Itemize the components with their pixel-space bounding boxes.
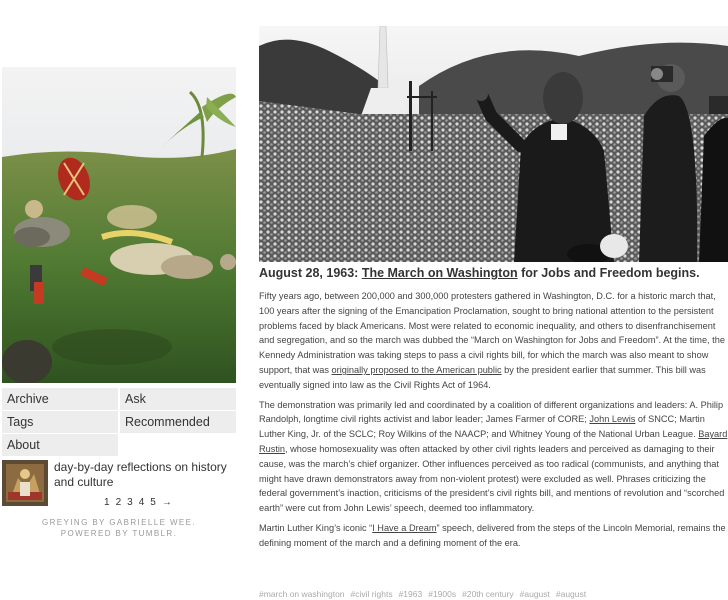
- page-link-4[interactable]: 4: [138, 497, 146, 508]
- post-paragraph: [259, 521, 728, 551]
- post-title: [259, 266, 728, 280]
- sidebar-nav: [2, 388, 236, 457]
- nav-archive[interactable]: Archive: [2, 388, 118, 410]
- paragraph-text: , whose homosexuality was often attacked by other civil rights leaders and perceived as damaging to their cause, was the march’s chief organizer. Other influences perceived as too radical (communists, and anything that might have drawn demonstrators away from non-violent protest) were excluded as well. Phrases criticizing the federal government’s inaction, criticisms of the president’s civil rights bill, and mentions of revolution and “scorched earth” were cut from John Lewis’ speech, deemed too inflammatory.: [259, 443, 725, 514]
- header-painting-image[interactable]: [2, 67, 236, 383]
- next-page-arrow-icon[interactable]: →: [161, 497, 173, 508]
- link-bayard-rustin[interactable]: Bayard Rustin: [259, 429, 728, 454]
- nav-tags[interactable]: Tags: [2, 411, 118, 433]
- credits-tumblr[interactable]: POWERED BY TUMBLR.: [60, 529, 178, 538]
- post-paragraph: [259, 398, 728, 516]
- paragraph-text: of SNCC; Martin Luther King, Jr. of the SCLC; Roy Wilkins of the NAACP; and Whitney Young of the National Urban League.: [259, 414, 705, 440]
- tag-link[interactable]: #march on washington: [259, 589, 345, 599]
- tag-link[interactable]: #august: [519, 589, 550, 599]
- tag-link[interactable]: #1963: [398, 589, 423, 599]
- post-tags: [259, 589, 728, 599]
- link-john-lewis[interactable]: John Lewis: [589, 414, 636, 425]
- tag-link[interactable]: #20th century: [462, 589, 514, 599]
- page-link-2[interactable]: 2: [115, 497, 123, 508]
- paragraph-text: ” speech, delivered from the steps of the Lincoln Memorial, remains the defining moment of the march and a defining moment of the era.: [259, 522, 726, 548]
- paragraph-text: The demonstration was primarily led and coordinated by a coalition of different organizations and leaders: A. Philip Randolph, longtime civil rights activist and labor leader; James Farmer of CORE;: [259, 399, 724, 425]
- paragraph-text: Fifty years ago, between 200,000 and 300,000 protesters gathered in Washington, D.C. for a historic march that, 100 years after the signing of the Emancipation Proclamation, sought to bring national attention to the persistent problems faced by black Americans. Most were related to economic inequality, and others to disenfranchisement and segregation, and so the march was dubbed the “March on Washington for Jobs and Freedom”. At the time, the Kennedy Administration was taking steps to pass a civil rights bill, for which the march was also meant to show support, that was: [259, 291, 725, 375]
- blog-description: day-by-day reflections on history and culture: [54, 460, 227, 489]
- post-paragraph: [259, 289, 728, 393]
- post-body: [259, 289, 728, 556]
- nav-ask[interactable]: Ask: [120, 388, 236, 410]
- credits-theme[interactable]: GREYING BY GABRIELLE WEE.: [42, 518, 196, 527]
- post-title-rest: for Jobs and Freedom begins.: [521, 266, 700, 280]
- page-link-5[interactable]: 5: [150, 497, 157, 508]
- pagination: [104, 497, 178, 508]
- paragraph-text: Martin Luther King’s iconic “: [259, 522, 373, 533]
- theme-credits: [2, 517, 236, 539]
- paragraph-text: by the president earlier that summer. This bill was eventually signed into law as the Civil Rights Act of 1964.: [259, 364, 706, 390]
- tag-link[interactable]: #civil rights: [350, 589, 393, 599]
- link-original-proposal[interactable]: originally proposed to the American public: [331, 364, 502, 375]
- nav-about[interactable]: About: [2, 434, 118, 456]
- post-photo[interactable]: [259, 26, 728, 262]
- sidebar: [0, 0, 240, 600]
- page-link-3[interactable]: 3: [127, 497, 134, 508]
- tag-link[interactable]: #1900s: [428, 589, 457, 599]
- post-title-link[interactable]: The March on Washington: [361, 266, 518, 280]
- page-link-1[interactable]: 1: [104, 497, 111, 508]
- tag-link[interactable]: #august: [555, 589, 587, 599]
- nav-recommended[interactable]: Recommended: [120, 411, 236, 433]
- post-title-date: August 28, 1963:: [259, 266, 359, 280]
- link-i-have-a-dream[interactable]: I Have a Dream: [372, 522, 437, 533]
- blog-avatar[interactable]: [2, 460, 48, 506]
